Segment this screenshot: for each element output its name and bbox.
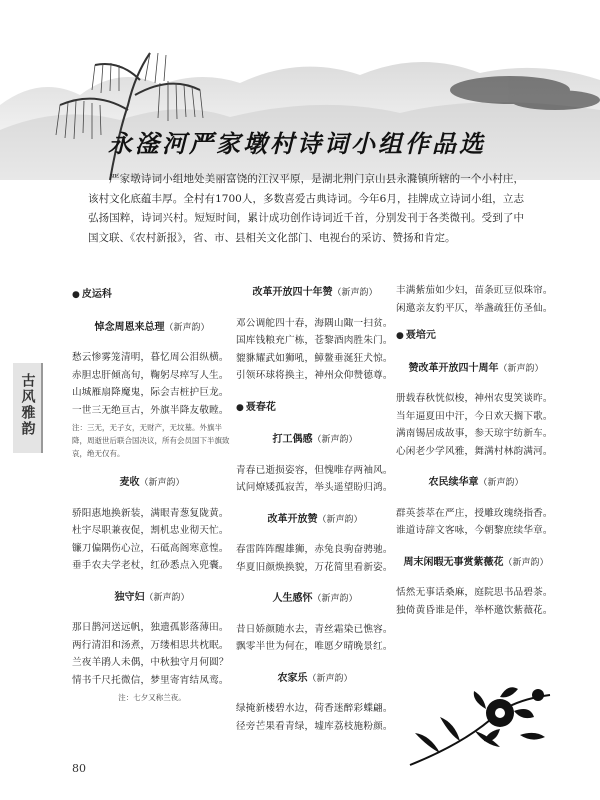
- section-label: 古风雅韵: [19, 373, 36, 437]
- poem-note: 注：三无，无子女，无财产，无坟墓。外旗半降，周逝世后联合国决议，所有会员国下半旗致哀，绝无仅有。: [72, 423, 230, 458]
- poem-line: 群英荟萃在严庄，授雕玫瑰绕指香。: [396, 507, 553, 519]
- poem-title: 独守妇（新声韵）: [114, 591, 190, 603]
- page-number: 80: [72, 762, 86, 775]
- column-3: [396, 282, 556, 633]
- poem-line: 飘零半世为何在，唯愿夕晴晚景红。: [236, 641, 393, 652]
- poem-line: 青春已逝损姿容，但愧唯存两袖风。: [236, 464, 393, 476]
- poem-line: 恬然无事话桑麻，庭院思书品碧茶。: [396, 587, 553, 598]
- poem-line: 愁云惨雾笼清明，暮忆周公泪纵横。: [72, 352, 229, 363]
- author-name: ● 皮运科: [72, 286, 232, 305]
- poem-line: 两行清泪和汤煮，万缕相思共枕眠。: [72, 639, 229, 651]
- author-name: ● 聂春花: [236, 399, 394, 418]
- poem-line: 垂手农夫学老杖，红砂悉点入兜囊。: [72, 560, 229, 571]
- poem-line: 引领环球将换主，神州众仰赞德尊。: [236, 370, 393, 381]
- poem-title: 悼念周恩来总理（新声韵）: [94, 321, 210, 333]
- poem-title: 打工偶感（新声韵）: [272, 434, 358, 445]
- column-1: [72, 282, 232, 718]
- author-name: ● 聂培元: [396, 327, 556, 346]
- page-title: 永滏河严家墩村诗词小组作品选: [108, 129, 486, 158]
- flower-ornament-icon: [400, 675, 560, 775]
- poem-title: 农民续华章（新声韵）: [428, 477, 524, 488]
- poem-note: 注：七夕又称兰夜。: [118, 693, 186, 702]
- poem: [72, 589, 232, 705]
- poem: [72, 474, 232, 575]
- poem-line: 独倚黄昏谁是伴，举杯邀饮紫薇花。: [396, 604, 553, 616]
- poem-line: 华夏旧颜焕换貌，万花简里看新姿。: [236, 561, 393, 573]
- poem-line: 谁道诗辞文客咏，今朝黎庶续华章。: [396, 525, 553, 536]
- poem-line: 兰夜羊鹃人未偶，中秋独守月何圆？: [72, 657, 229, 668]
- poem-line: 册载春秋恍似梭，神州农叟笑谈昨。: [396, 393, 553, 404]
- poem: [236, 431, 394, 497]
- section-tab: [13, 363, 43, 453]
- poem: [396, 554, 556, 620]
- poem-title: 人生感怀（新声韵）: [272, 593, 358, 604]
- poem-line: 径旁芒果看青绿，墟库荔枝施粉颜。: [236, 720, 393, 732]
- poem-line: 丰满紫茄如少妇，苗条豇豆似珠帘。: [396, 285, 553, 296]
- column-2: [236, 282, 394, 749]
- poem-line: 国库钱粮充广栋，苍黎酒肉胜朱门。: [236, 335, 393, 346]
- poem-line: 心闲老少学风雅，舞满村林韵满河。: [396, 445, 553, 457]
- poem-line: 当年逼夏田中汗，今日欢天搁下歌。: [396, 410, 553, 422]
- poem-line: 杜宇尽职兼夜促，割机忠业彻天忙。: [72, 525, 229, 536]
- poem-line: 镰刀偏隅伤心泣，石砥高阁寒意惶。: [72, 542, 229, 554]
- poem-title: 改革开放赞（新声韵）: [267, 513, 363, 525]
- poem-title: 农家乐（新声韵）: [277, 672, 353, 684]
- poem-line: 昔日娇颜随水去，青丝霜染已憔容。: [236, 623, 393, 635]
- poem-line: 满南锡居成故事，参天琼宇纺新车。: [396, 428, 553, 439]
- poem-line: 一世三无绝亘古，外旗半降友敬瞠。: [72, 404, 229, 416]
- poem-line: 赤胆忠肝倾高旬，鞠躬尽瘁写人生。: [72, 369, 229, 381]
- poem-line: 情书千尺托微信，梦里寄宵结凤鸾。: [72, 674, 229, 686]
- poem-title: 改革开放四十年赞（新声韵）: [252, 287, 378, 298]
- poem-title: 麦收（新声韵）: [119, 477, 185, 488]
- poem-line: 闲邀亲友豹平仄，举盏疏狂仿圣仙。: [396, 302, 553, 314]
- poem-line: 那日鹊河送远帆，独遗孤影落薄田。: [72, 622, 229, 633]
- poem: [396, 360, 556, 461]
- poem-line: 骄阳惠地换新装，满眼青葱复陇黄。: [72, 507, 229, 519]
- poem-line: 试问燎矮孤寂苦，举头遥望盼归鸿。: [236, 482, 393, 493]
- poem: [236, 670, 394, 736]
- poem-line: 山城雁扇降魔鬼，际会吉桩护巨龙。: [72, 387, 229, 398]
- poem-title: 赞改革开放四十周年（新声韵）: [408, 362, 544, 374]
- poem-line: 邓公调舵四十春，海隅山陬一扫贫。: [236, 317, 393, 329]
- poem-line: 绿掩新楼碧水边，荷香迷醉彩蝶翩。: [236, 703, 393, 714]
- poem: [236, 511, 394, 577]
- poem: [396, 474, 556, 540]
- poem: [236, 284, 394, 385]
- poem-line: 貔貅耀武如狮吼，鱆鳌垂涎狂犬惊。: [236, 352, 393, 364]
- poem-title: 周末闲暇无事赏紫薇花（新声韵）: [403, 556, 549, 568]
- intro-paragraph: 严家墩诗词小组地处美丽富饶的江汉平原，是湖北荆门京山县永漋镇所辖的一个小村庄，该村文化底蕴丰厚。全村有1700人，多数喜爱古典诗词。今年6月，挂牌成立诗词小组，立志弘扬国粹，诗词兴村。短短时间，累计成功创作诗词近千首，分别发刊于各类微刊。受到了中国文联、《农村新报》，省、市、县相关文化部门、电视台的采访、赞扬和肯定。: [88, 173, 524, 244]
- poem-line: 春雷阵阵醒雄狮，赤兔良驹奋骋驰。: [236, 544, 393, 555]
- poem-continuation: [396, 282, 556, 317]
- poem: [72, 319, 232, 461]
- poem: [236, 590, 394, 656]
